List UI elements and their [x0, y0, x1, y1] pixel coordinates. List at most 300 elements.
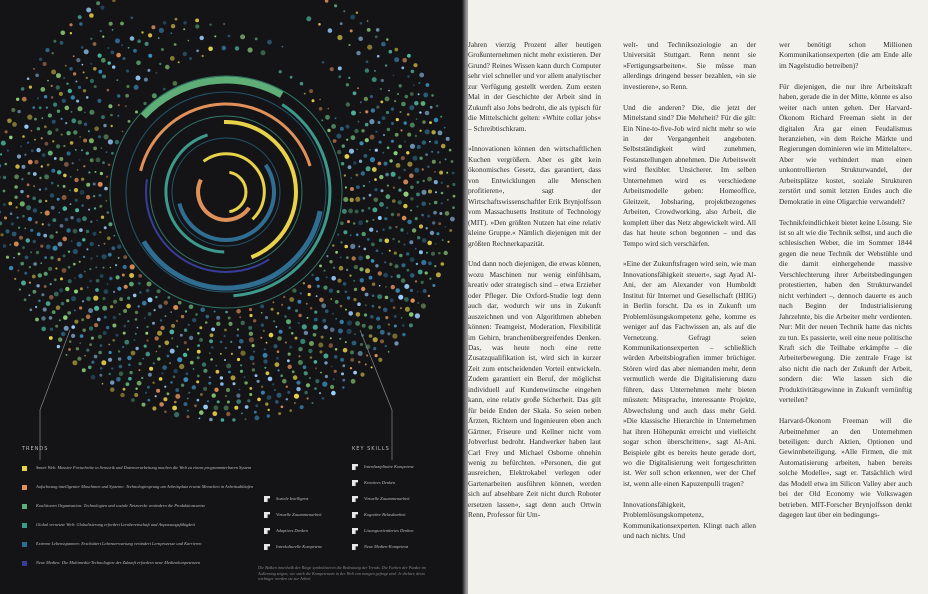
skill-dot: [27, 183, 30, 186]
skill-dot: [100, 172, 103, 175]
skill-dot: [261, 386, 263, 388]
skill-dot: [211, 346, 214, 349]
skill-dot: [152, 382, 154, 384]
skill-dot: [266, 371, 270, 375]
skill-dot: [31, 130, 33, 132]
skill-dot: [108, 344, 110, 346]
skill-dot: [278, 412, 281, 415]
skill-dot: [210, 333, 214, 337]
skill-dot: [253, 319, 256, 322]
skill-dot: [415, 313, 420, 318]
skill-dot: [98, 351, 102, 355]
skill-dot: [169, 362, 171, 364]
skill-dot: [445, 158, 447, 160]
skill-dot: [358, 37, 363, 42]
skill-dot: [118, 104, 120, 106]
skill-dot: [210, 358, 213, 361]
skill-dot: [326, 255, 328, 257]
skill-dot: [244, 381, 247, 384]
skill-dot: [416, 118, 418, 120]
trend-label: Neue Medien: Die Multimedia-Technologien der Zukunft erfordern neue Medienkompetenzen: [36, 560, 201, 565]
skill-dot: [433, 211, 437, 215]
skill-dot: [404, 297, 409, 302]
skill-dot: [68, 348, 71, 351]
skill-dot: [141, 377, 143, 379]
skill-dot: [96, 1, 100, 5]
skill-dot: [142, 403, 146, 407]
skill-dot: [231, 353, 233, 355]
skill-dot: [93, 183, 96, 186]
skill-dot: [43, 234, 47, 238]
skill-dot: [95, 171, 97, 173]
skill-dot: [11, 222, 14, 225]
skill-dot: [398, 240, 400, 242]
skill-dot: [282, 46, 284, 48]
skill-dot: [398, 200, 402, 204]
skill-dot: [321, 336, 324, 339]
skill-dot: [427, 177, 432, 182]
skill-dot: [128, 120, 131, 123]
skill-dot: [165, 315, 167, 317]
skill-dot: [158, 37, 160, 39]
skill-dot: [413, 63, 417, 67]
skill-dot: [127, 356, 132, 361]
skill-dot: [51, 70, 56, 75]
skill-dot: [366, 255, 370, 259]
skill-dot: [217, 400, 220, 403]
skill-dot: [61, 134, 63, 136]
skill-dot: [152, 93, 157, 98]
skill-dot: [400, 111, 402, 113]
skill-dot: [335, 117, 337, 119]
skill-dot: [123, 255, 127, 259]
skill-dot: [78, 15, 82, 19]
skill-dot: [36, 251, 39, 254]
skill-dot: [300, 405, 304, 409]
skill-dot: [403, 244, 405, 246]
skill-dot: [236, 309, 241, 314]
skill-dot: [110, 114, 113, 117]
skill-dot: [107, 283, 109, 285]
skill-dot: [24, 298, 27, 301]
skill-dot: [199, 410, 204, 415]
skill-dot: [343, 197, 348, 202]
skill-dot: [51, 96, 54, 99]
skill-dot: [419, 73, 424, 78]
skill-dot: [410, 273, 415, 278]
skill-dot: [192, 318, 196, 322]
skill-dot: [292, 288, 296, 292]
skill-dot: [361, 129, 364, 132]
skill-dot: [160, 326, 164, 330]
skill-dot: [378, 271, 382, 275]
skill-dot: [364, 97, 368, 101]
skill-dot: [364, 313, 367, 316]
skill-dot: [342, 144, 345, 147]
skill-dot: [174, 369, 178, 373]
skill-label: Soziale Intelligenz: [276, 496, 309, 502]
skill-dot: [349, 275, 351, 277]
skill-dot: [326, 276, 328, 278]
article-paragraph: wer benötigt schon Millionen Kommunikationsexperten (die am Ende alle im Nagelstudio betreiben)?: [779, 40, 912, 70]
skill-dot: [167, 392, 170, 395]
skill-dot: [96, 279, 100, 283]
skill-dot: [351, 135, 356, 140]
skill-dot: [330, 67, 334, 71]
skill-dot: [155, 336, 159, 340]
skill-glyph-icon: [264, 528, 270, 534]
skill-dot: [170, 32, 172, 34]
skill-dot: [252, 368, 255, 371]
skill-dot: [366, 354, 368, 356]
skill-dot: [373, 337, 378, 342]
skill-dot: [133, 49, 137, 53]
skill-dot: [37, 97, 39, 99]
skill-dot: [402, 324, 405, 327]
skill-dot: [340, 22, 343, 25]
skill-dot: [398, 176, 401, 179]
skill-dot: [369, 276, 373, 280]
skill-dot: [197, 375, 200, 378]
skill-dot: [405, 95, 409, 99]
skill-dot: [397, 274, 401, 278]
skill-dot: [148, 54, 152, 58]
skill-dot: [17, 154, 21, 158]
skill-dot: [33, 240, 36, 243]
skill-dot: [29, 282, 31, 284]
skill-dot: [350, 198, 354, 202]
skill-dot: [240, 351, 245, 356]
skill-dot: [74, 290, 78, 294]
skill-dot: [77, 242, 82, 247]
skill-dot: [245, 405, 249, 409]
skill-item: [352, 544, 408, 550]
skill-dot: [214, 388, 218, 392]
skill-dot: [317, 285, 320, 288]
skill-dot: [125, 94, 129, 98]
skill-dot: [390, 298, 394, 302]
skill-dot: [123, 309, 127, 313]
skill-dot: [389, 50, 393, 54]
skill-dot: [10, 212, 13, 215]
skill-dot: [381, 253, 383, 255]
skill-dot: [22, 97, 27, 102]
skill-dot: [339, 338, 341, 340]
skill-dot: [346, 102, 350, 106]
skill-dot: [346, 269, 348, 271]
skill-dot: [275, 362, 280, 367]
skill-dot: [5, 229, 9, 233]
skill-dot: [422, 190, 427, 195]
skill-dot: [378, 162, 382, 166]
skill-dot: [388, 90, 390, 92]
skill-dot: [170, 311, 172, 313]
skill-dot: [369, 181, 371, 183]
skill-dot: [382, 152, 384, 154]
skill-dot: [66, 354, 68, 356]
skill-dot: [341, 372, 344, 375]
skill-dot: [282, 379, 287, 384]
skill-dot: [187, 398, 189, 400]
skill-dot: [332, 313, 334, 315]
skill-dot: [178, 61, 180, 63]
skill-dot: [203, 387, 207, 391]
skill-dot: [43, 62, 47, 66]
skill-dot: [37, 232, 41, 236]
skill-dot: [343, 282, 347, 286]
skill-dot: [214, 405, 219, 410]
skill-dot: [5, 163, 8, 166]
skill-dot: [89, 280, 92, 283]
skill-dot: [252, 344, 255, 347]
skill-dot: [39, 58, 42, 61]
skill-dot: [361, 287, 365, 291]
skill-dot: [95, 266, 97, 268]
skill-dot: [78, 120, 82, 124]
skill-dot: [248, 326, 252, 330]
skill-dot: [32, 106, 35, 109]
skill-dot: [322, 319, 326, 323]
skill-dot: [179, 364, 184, 369]
skill-dot: [55, 128, 58, 131]
skill-dot: [279, 330, 283, 334]
skill-dot: [178, 301, 182, 305]
skill-dot: [98, 335, 102, 339]
skill-dot: [40, 245, 43, 248]
skill-dot: [83, 89, 86, 92]
skill-dot: [76, 347, 79, 350]
skill-dot: [197, 350, 201, 354]
skill-dot: [63, 145, 65, 147]
skill-dot: [381, 189, 384, 192]
skill-dot: [122, 131, 124, 133]
skill-dot: [224, 406, 229, 411]
skill-dot: [371, 366, 373, 368]
skill-dot: [108, 139, 113, 144]
skill-dot: [410, 92, 414, 96]
skill-dot: [309, 89, 313, 93]
skill-dot: [172, 406, 177, 411]
skill-dot: [35, 318, 39, 322]
skill-dot: [102, 161, 105, 164]
skill-dot: [152, 322, 155, 325]
skill-dot: [415, 217, 418, 220]
skill-dot: [363, 185, 365, 187]
skill-dot: [52, 246, 57, 251]
skill-dot: [99, 194, 102, 197]
skill-dot: [374, 70, 376, 72]
skill-dot: [452, 206, 455, 209]
skill-dot: [39, 189, 41, 191]
skill-dot: [365, 138, 369, 142]
skill-dot: [126, 382, 130, 386]
skill-dot: [342, 364, 345, 367]
skill-dot: [29, 266, 31, 268]
skill-glyph-icon: [352, 496, 358, 502]
skill-dot: [48, 151, 53, 156]
skill-dot: [441, 202, 443, 204]
skill-dot: [343, 230, 347, 234]
skill-dot: [79, 159, 81, 161]
skill-dot: [176, 320, 178, 322]
skill-dot: [98, 245, 100, 247]
skill-dot: [71, 118, 76, 123]
skill-dot: [25, 256, 29, 260]
skill-dot: [78, 86, 81, 89]
skill-dot: [21, 281, 26, 286]
skill-label: Kognitive Belastbarkeit: [364, 512, 406, 518]
skill-dot: [63, 185, 66, 188]
skill-dot: [134, 393, 138, 397]
skill-dot: [57, 258, 60, 261]
skill-dot: [110, 305, 113, 308]
skill-dot: [345, 291, 348, 294]
skill-dot: [28, 160, 33, 165]
skill-dot: [189, 336, 193, 340]
skill-dot: [419, 111, 421, 113]
skill-dot: [344, 245, 348, 249]
skill-dot: [269, 333, 274, 338]
skill-dot: [428, 190, 432, 194]
skill-dot: [93, 296, 98, 301]
skill-dot: [155, 296, 157, 298]
skill-dot: [52, 310, 56, 314]
skill-dot: [396, 118, 399, 121]
skill-dot: [101, 360, 106, 365]
skill-dot: [84, 123, 87, 126]
skill-dot: [296, 387, 300, 391]
skill-dot: [338, 75, 341, 78]
skill-dot: [310, 307, 313, 310]
skill-dot: [135, 347, 138, 350]
skill-dot: [375, 35, 378, 38]
skill-dot: [130, 36, 135, 41]
skill-dot: [146, 326, 148, 328]
skill-dot: [314, 387, 317, 390]
skill-dot: [422, 140, 426, 144]
skill-dot: [83, 139, 87, 143]
skill-dot: [391, 172, 396, 177]
skill-dot: [37, 127, 40, 130]
skill-dot: [357, 302, 361, 306]
skill-dot: [79, 261, 81, 263]
skill-dot: [220, 353, 222, 355]
skill-dot: [77, 169, 79, 171]
skill-dot: [75, 208, 79, 212]
skill-dot: [65, 218, 69, 222]
skill-dot: [161, 48, 164, 51]
skill-dot: [7, 150, 9, 152]
skill-dot: [379, 285, 381, 287]
skill-dot: [116, 79, 118, 81]
skill-label: Neue Medien-Kompetenz: [364, 544, 409, 550]
skill-dot: [82, 238, 85, 241]
skill-dot: [22, 135, 25, 138]
skill-dot: [236, 399, 241, 404]
skill-dot: [441, 144, 446, 149]
skill-dot: [319, 265, 322, 268]
skill-dot: [284, 315, 287, 318]
skill-dot: [403, 169, 406, 172]
skill-dot: [434, 140, 438, 144]
skill-dot: [118, 257, 120, 259]
skill-dot: [169, 330, 174, 335]
skill-dot: [45, 142, 49, 146]
skill-dot: [418, 82, 420, 84]
skill-dot: [181, 315, 184, 318]
skill-dot: [355, 321, 360, 326]
skill-dot: [74, 309, 76, 311]
skill-dot: [64, 162, 69, 167]
skill-dot: [162, 365, 167, 370]
skill-dot: [353, 371, 357, 375]
skill-dot: [350, 177, 352, 179]
skill-dot: [325, 0, 329, 3]
skill-dot: [300, 292, 302, 294]
skill-dot: [68, 266, 71, 269]
skill-dot: [330, 385, 334, 389]
skill-dot: [106, 151, 108, 153]
skill-dot: [300, 82, 304, 86]
skill-dot: [315, 277, 319, 281]
skill-dot: [183, 52, 187, 56]
skill-dot: [378, 358, 382, 362]
skill-dot: [131, 398, 135, 402]
skill-dot: [71, 111, 73, 113]
skill-dot: [118, 350, 120, 352]
skill-dot: [203, 369, 207, 373]
skill-dot: [24, 272, 27, 275]
skill-dot: [290, 76, 293, 79]
skill-dot: [197, 344, 200, 347]
skill-dot: [19, 236, 23, 240]
skill-dot: [374, 178, 377, 181]
skill-dot: [414, 168, 419, 173]
skill-dot: [394, 264, 398, 268]
article-column-3: [779, 40, 912, 531]
skill-dot: [350, 358, 354, 362]
legend-footnote: Die Balken innerhalb der Ringe symbolisieren die Bedeutung der Trends. Die Farben der Punkte im Außenring zeigen, wie stark die Kompetenzen in der Welt von morgen gefragt sind. Je dichter, desto wichtiger werden sie zur Arbeit: [258, 565, 426, 581]
skill-dot: [41, 293, 44, 296]
skill-dot: [410, 144, 415, 149]
skill-dot: [372, 167, 377, 172]
skill-dot: [205, 321, 208, 324]
skill-dot: [318, 343, 323, 348]
skill-dot: [192, 385, 196, 389]
skill-dot: [340, 256, 342, 258]
skill-dot: [369, 194, 372, 197]
skill-dot: [319, 298, 324, 303]
skill-dot: [368, 325, 372, 329]
skill-dot: [94, 126, 99, 131]
skill-dot: [108, 104, 112, 108]
skill-dot: [135, 388, 137, 390]
skill-dot: [30, 251, 32, 253]
skill-label: Interkulturelle Kompetenz: [276, 544, 322, 550]
skill-dot: [12, 232, 17, 237]
skill-dot: [0, 210, 1, 214]
skill-dot: [209, 339, 213, 343]
skill-dot: [167, 355, 170, 358]
skill-dot: [94, 85, 97, 88]
skill-dot: [110, 267, 112, 269]
skill-dot: [65, 287, 69, 291]
skill-dot: [142, 358, 144, 360]
skill-dot: [61, 31, 66, 36]
skill-dot: [21, 87, 25, 91]
skill-dot: [41, 137, 43, 139]
skill-dot: [409, 105, 414, 110]
